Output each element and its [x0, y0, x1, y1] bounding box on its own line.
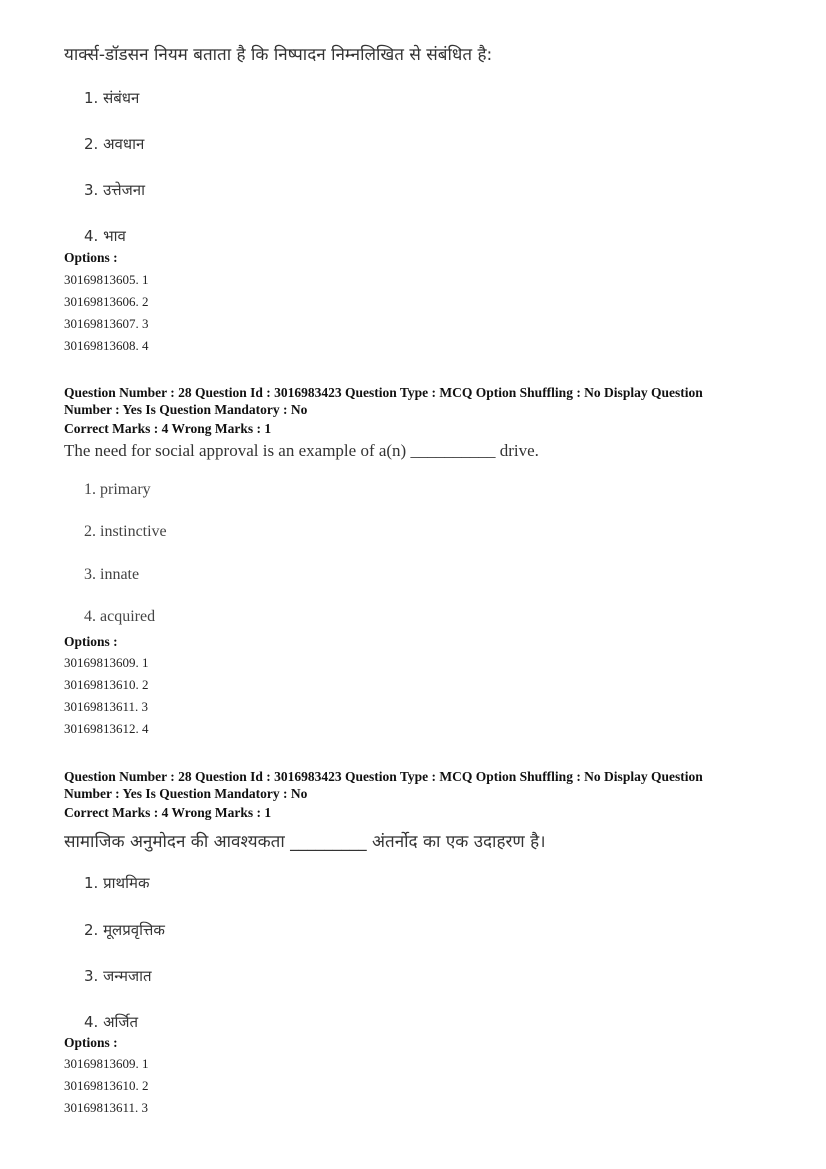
option-2: 2. instinctive	[84, 523, 167, 540]
option-id: 30169813605. 1	[64, 272, 149, 287]
options-label: Options :	[64, 250, 118, 265]
options-label: Options :	[64, 634, 118, 649]
option-4: 4. acquired	[84, 608, 156, 625]
question-meta-line: Number : Yes Is Question Mandatory : No	[64, 402, 308, 417]
question-meta	[64, 768, 784, 802]
option-id: 30169813609. 1	[64, 1056, 149, 1071]
option-2: 2. मूलप्रवृत्तिक	[84, 921, 165, 939]
question-text: यार्क्स-डॉडसन नियम बताता है कि निष्पादन निम्नलिखित से संबंधित है:	[64, 45, 493, 65]
question-meta-line: Question Number : 28 Question Id : 3016983423 Question Type : MCQ Option Shuffling : No Display Question	[64, 385, 703, 400]
option-1: 1. primary	[84, 481, 151, 498]
option-id: 30169813606. 2	[64, 294, 149, 309]
option-3: 3. innate	[84, 566, 140, 583]
option-id: 30169813611. 3	[64, 1100, 149, 1115]
question-meta	[64, 384, 784, 418]
option-id: 30169813607. 3	[64, 316, 149, 331]
question-text: सामाजिक अनुमोदन की आवश्यकता _________ अंतर्नोद का एक उदाहरण है।	[64, 832, 546, 852]
question-meta-line: Question Number : 28 Question Id : 3016983423 Question Type : MCQ Option Shuffling : No Display Question	[64, 769, 703, 784]
option-id: 30169813610. 2	[64, 677, 149, 692]
options-label: Options :	[64, 1035, 118, 1050]
option-id: 30169813612. 4	[64, 721, 149, 736]
option-4: 4. अर्जित	[84, 1013, 139, 1031]
option-id: 30169813611. 3	[64, 699, 149, 714]
option-id: 30169813609. 1	[64, 655, 149, 670]
option-2: 2. अवधान	[84, 135, 145, 153]
question-text: The need for social approval is an example of a(n) __________ drive.	[64, 441, 539, 460]
option-3: 3. उत्तेजना	[84, 181, 146, 199]
option-id: 30169813610. 2	[64, 1078, 149, 1093]
question-meta-line: Number : Yes Is Question Mandatory : No	[64, 786, 308, 801]
option-4: 4. भाव	[84, 227, 126, 245]
marks-line: Correct Marks : 4 Wrong Marks : 1	[64, 421, 272, 436]
option-1: 1. संबंधन	[84, 89, 140, 107]
option-id: 30169813608. 4	[64, 338, 149, 353]
option-3: 3. जन्मजात	[84, 967, 152, 985]
marks-line: Correct Marks : 4 Wrong Marks : 1	[64, 805, 272, 820]
option-1: 1. प्राथमिक	[84, 874, 150, 892]
